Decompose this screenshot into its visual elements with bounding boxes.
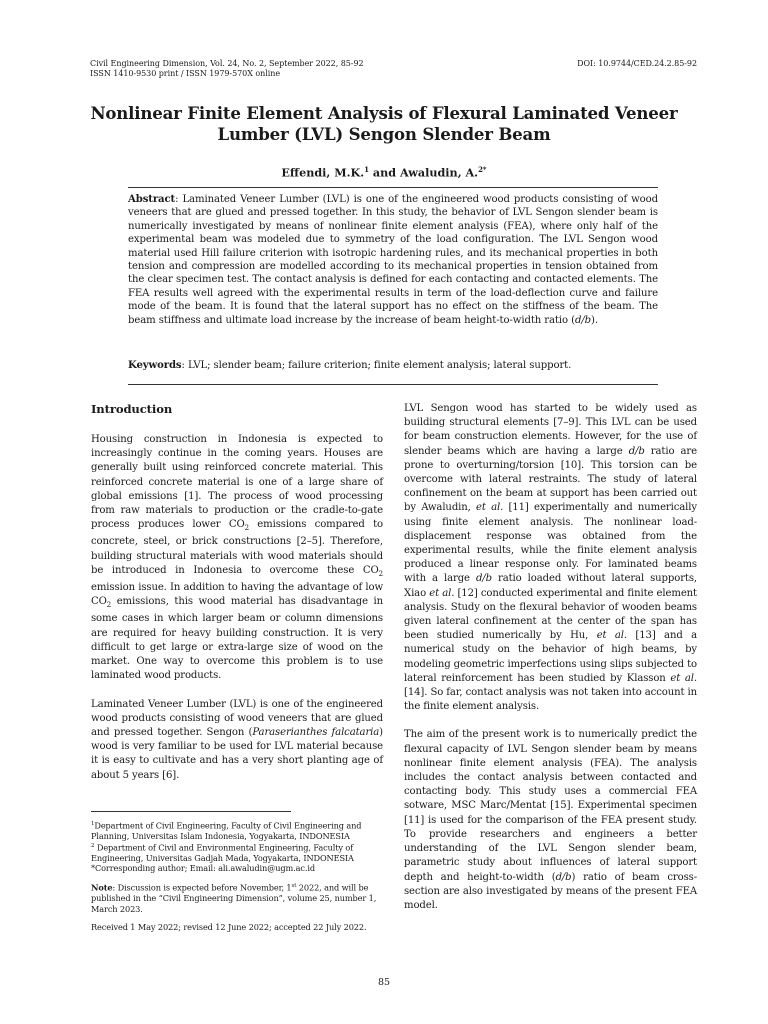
page-number: 85 bbox=[377, 977, 391, 988]
author-2-affil: 2* bbox=[478, 165, 487, 174]
author-1-affil: 1 bbox=[364, 165, 369, 174]
footnote-affiliation-2: $^2$ Department of Civil and Environmental Engineering, Faculty of Engineering, Universitas Gadjah Mada, Yogyakarta, INDONESIA bbox=[91, 842, 354, 864]
intro-paragraph-3: LVL Sengon wood has started to be widely used as building structural elements [7–9]. This LVL can be used for beam construction elements. However, for the use of slender beams which are having a large d/b ratio are prone to overturning/torsion [10]. This torsion can be overcome with lateral restraints. The study of lateral confinement on the beam at support has been carried out by Awaludin, et al. [11] experimentally and numerically using finite element analysis. The nonlinear load-displacement response was obtained from the experimental results, while the finite element analysis produced a linear response only. For laminated beams with a large d/b ratio loaded without lateral supports, Xiao et al. [12] conducted experimental and finite element analysis. Study on the flexural behavior of wooden beams given lateral confinement at the center of the span has been studied numerically by Hu, et al. [13] and a numerical study on the behavior of high beams, by modeling geometric imperfections using slips subjected to lateral reinforcement has been studied by Klasson et al. [14]. So far, contact analysis was not taken into account in the finite element analysis. bbox=[404, 403, 698, 713]
received-dates: Received 1 May 2022; revised 12 June 2022; accepted 22 July 2022. bbox=[91, 921, 367, 932]
author-conjunction: and bbox=[369, 165, 400, 180]
abstract-label: Abstract bbox=[128, 194, 176, 205]
abstract-text: : Laminated Veneer Lumber (LVL) is one of the engineered wood products consisting of wood veneers that are glued and pressed together. In this study, the behavior of LVL Sengon slender beam is numerically investigated by means of nonlinear finite element analysis (FEA), where only half of the experimental beam was modeled due to symmetry of the load configuration. The LVL Sengon wood material used Hill failure criterion with isotropic hardening rules, and its mechanical properties in both tension and compression are modelled according to its mechanical properties in tension obtained from the clear specimen test. The contact analysis is defined for each contacting and contacted elements. The FEA results well agreed with the experimental results in term of the load-deflection curve and failure mode of the beam. It is found that the lateral support has no effect on the stiffness of the beam. The beam stiffness and ultimate load increase by the increase of beam height-to-width ratio ( bbox=[128, 194, 658, 326]
author-2: Awaludin, A. bbox=[400, 165, 479, 180]
intro-paragraph-4: The aim of the present work is to numerically predict the flexural capacity of LVL Sengon slender beam by means nonlinear finite element analysis (FEA). The analysis includes the contact analysis between contacted and contacting body. This study uses a commercial FEA sotware, MSC Marc/Mentat [15]. Experimental specimen [11] is used for the comparison of the FEA present study. To provide researchers and engineers a better understanding of the LVL Sengon slender beam, parametric study about influences of lateral support depth and height-to-width (d/b) ratio of beam cross-section are also investigated by means of the present FEA model. bbox=[404, 729, 698, 911]
section-heading-introduction: Introduction bbox=[91, 402, 173, 416]
doi-label: DOI: 10.9744/CED.24.2.85-92 bbox=[577, 59, 697, 68]
intro-paragraph-1: Housing construction in Indonesia is expected to increasingly continue in the coming years. Houses are generally built using reinforced concrete material. This reinforced concrete material is one of a large share of global emissions [1]. The process of wood processing from raw materials to production or the cradle-to-gate process produces lower $CO_2$ emissions compared to concrete, steel, or brick constructions [2–5]. Therefore, building structural materials with wood materials should be introduced in Indonesia to overcome these $CO_2$ emission issue. In addition to having the advantage of low $CO_2$ emissions, this wood material has disadvantage in some cases in which larger beam or column dimensions are required for heavy building construction. It is very difficult to get large or extra-large size of wood on the market. One way to overcome this problem is to use laminated wood products. bbox=[91, 434, 383, 682]
right-column bbox=[404, 402, 697, 913]
abstract-ratio: d/b bbox=[574, 314, 591, 326]
author-1: Effendi, M.K. bbox=[281, 165, 365, 180]
abstract bbox=[128, 193, 658, 327]
discussion-note: Note: Discussion is expected before November, 1st 2022, and will be published in the “Civil Engineering Dimension”, volume 25, number 1, March 2023. bbox=[91, 883, 377, 914]
keywords-text: : LVL; slender beam; failure criterion; finite element analysis; lateral support. bbox=[181, 360, 572, 371]
left-column bbox=[91, 402, 383, 783]
abstract-bottom-rule bbox=[128, 384, 658, 385]
issn-line: ISSN 1410-9530 print / ISSN 1979-570X online bbox=[90, 69, 281, 78]
footnotes bbox=[91, 819, 383, 932]
paper-title: Nonlinear Finite Element Analysis of Flexural Laminated Veneer Lumber (LVL) Sengon Slender Beam bbox=[90, 103, 678, 144]
footnote-affiliation-1: $^1$Department of Civil Engineering, Faculty of Civil Engineering and Planning, Universitas Islam Indonesia, Yogyakarta, INDONESIA bbox=[91, 820, 362, 841]
author-line bbox=[70, 163, 698, 180]
journal-citation: Civil Engineering Dimension, Vol. 24, No. 2, September 2022, 85-92 bbox=[90, 59, 364, 68]
abstract-top-rule bbox=[128, 187, 658, 188]
footnote-rule bbox=[91, 811, 291, 812]
keywords-label: Keywords bbox=[128, 360, 182, 371]
footnote-corresponding-author: *Corresponding author; Email: ali.awaludin@ugm.ac.id bbox=[91, 863, 315, 874]
journal-header bbox=[90, 59, 364, 79]
keywords bbox=[128, 359, 658, 372]
intro-paragraph-2: Laminated Veneer Lumber (LVL) is one of the engineered wood products consisting of wood veneers that are glued and pressed together. Sengon (Paraserianthes falcataria) wood is very familiar to be used for LVL material because it is easy to cultivate and has a very short planting age of about 5 years [6]. bbox=[91, 698, 383, 781]
abstract-text-end: ). bbox=[590, 314, 598, 326]
